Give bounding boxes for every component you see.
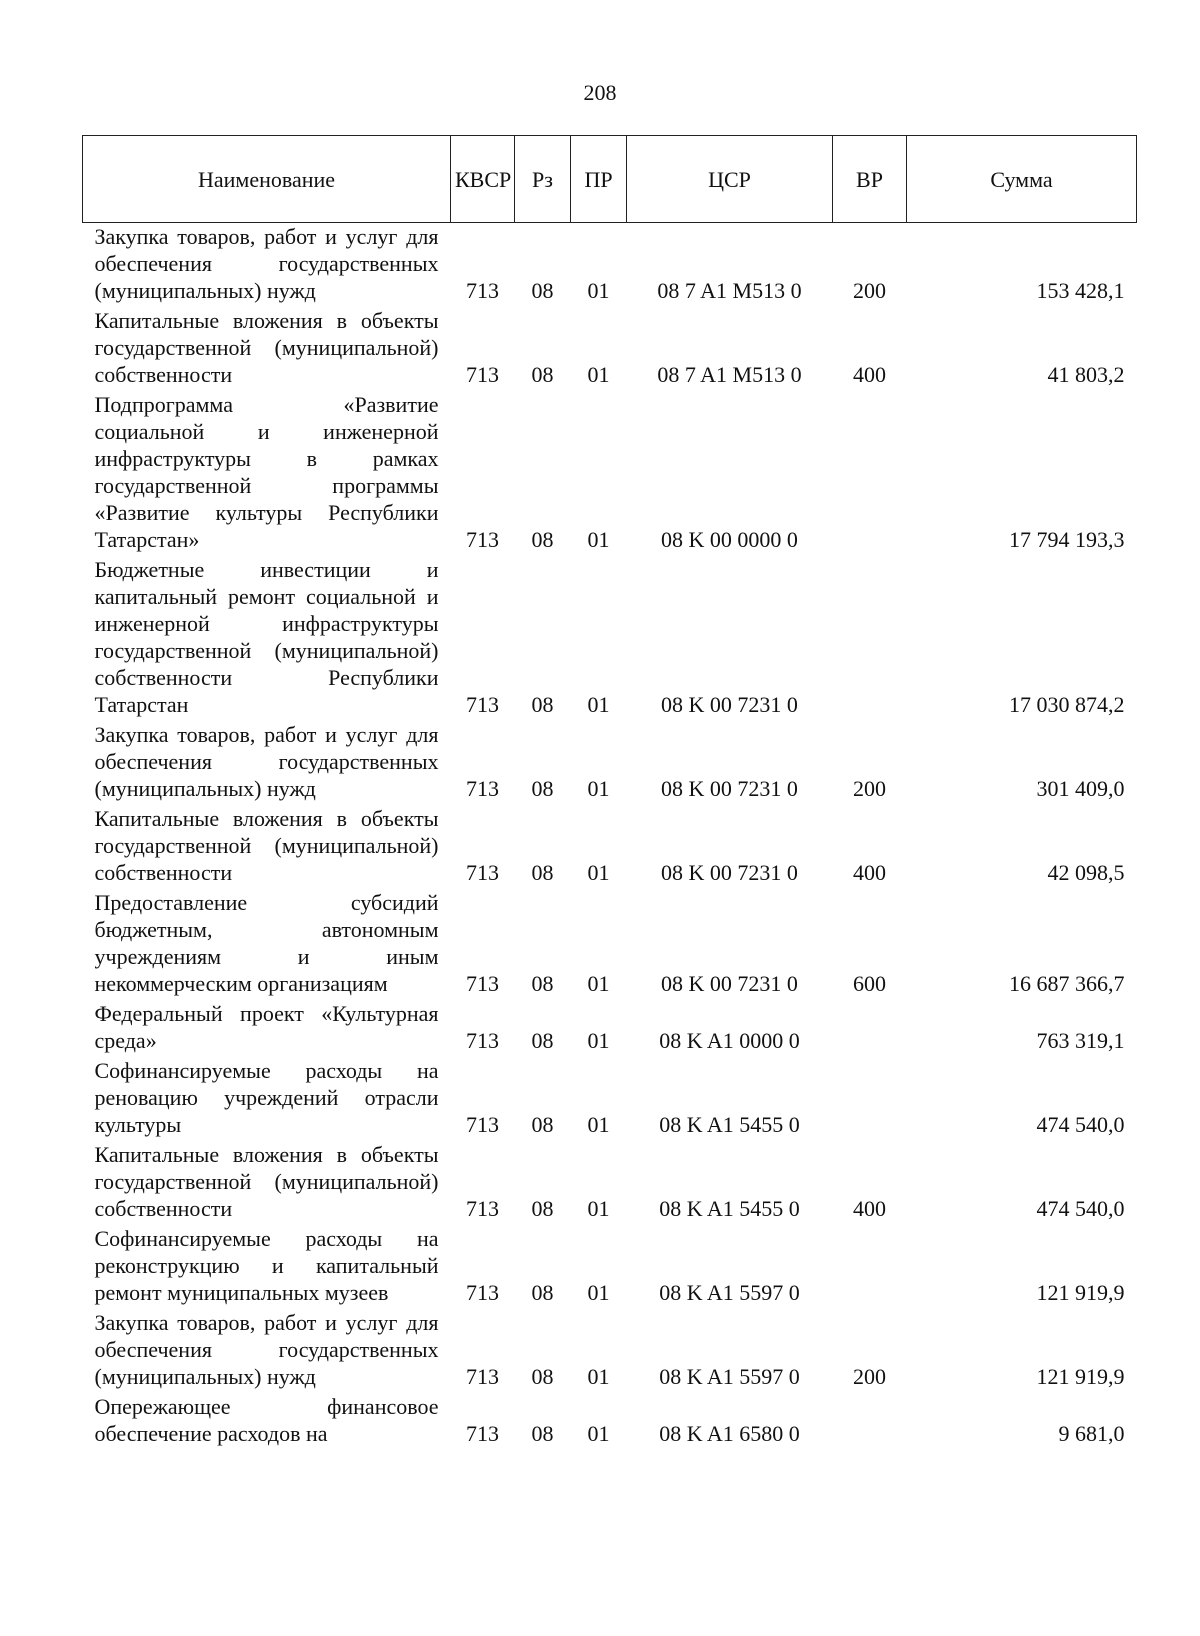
row-vr-cell xyxy=(833,1057,907,1141)
row-csr-cell: 08 7 A1 M513 0 xyxy=(657,278,802,303)
row-pr-cell: 01 xyxy=(587,1112,610,1137)
row-pr-cell: 01 xyxy=(587,692,610,717)
row-vr-cell: 200 xyxy=(853,1364,886,1389)
row-rz-cell: 08 xyxy=(531,1364,554,1389)
row-csr-cell: 08 K A1 5597 0 xyxy=(659,1364,800,1389)
table-row xyxy=(83,1309,1137,1393)
row-csr-cell: 08 K A1 0000 0 xyxy=(659,1028,800,1053)
row-sum-cell: 121 919,9 xyxy=(1036,1364,1125,1389)
row-pr-cell: 01 xyxy=(587,527,610,552)
row-vr-cell xyxy=(833,391,907,556)
row-name-cell: Капитальные вложения в объекты государственной (муниципальной) собственности xyxy=(94,806,439,885)
page-number: 208 xyxy=(583,80,617,105)
row-sum-cell: 16 687 366,7 xyxy=(1009,971,1125,996)
row-kvsr-cell: 713 xyxy=(466,971,499,996)
row-vr-cell xyxy=(833,556,907,721)
row-sum-cell: 474 540,0 xyxy=(1036,1196,1125,1221)
row-pr-cell: 01 xyxy=(587,1364,610,1389)
table-row xyxy=(83,1057,1137,1141)
row-rz-cell: 08 xyxy=(531,971,554,996)
row-rz-cell: 08 xyxy=(531,1112,554,1137)
table-row xyxy=(83,889,1137,1000)
row-sum-cell: 301 409,0 xyxy=(1036,776,1125,801)
row-pr-cell: 01 xyxy=(587,278,610,303)
table-row xyxy=(83,1393,1137,1450)
header-csr: ЦСР xyxy=(627,136,833,223)
table-row xyxy=(83,307,1137,391)
row-kvsr-cell: 713 xyxy=(466,1196,499,1221)
table-header-row xyxy=(83,136,1137,223)
header-kvsr: КВСР xyxy=(451,136,515,223)
row-name-cell: Подпрограмма «Развитие социальной и инженерной инфраструктуры в рамках государственной программы «Развитие культуры Республики Татарстан» xyxy=(94,392,439,552)
row-kvsr-cell: 713 xyxy=(466,776,499,801)
row-sum-cell: 41 803,2 xyxy=(1047,362,1125,387)
row-rz-cell: 08 xyxy=(531,860,554,885)
row-sum-cell: 121 919,9 xyxy=(1036,1280,1125,1305)
row-csr-cell: 08 K A1 5455 0 xyxy=(659,1112,800,1137)
table-row xyxy=(83,721,1137,805)
table-row xyxy=(83,1225,1137,1309)
table-row xyxy=(83,223,1137,308)
row-sum-cell: 9 681,0 xyxy=(1058,1421,1125,1446)
row-pr-cell: 01 xyxy=(587,362,610,387)
row-kvsr-cell: 713 xyxy=(466,1421,499,1446)
row-kvsr-cell: 713 xyxy=(466,1280,499,1305)
table-row xyxy=(83,391,1137,556)
row-name-cell: Предоставление субсидий бюджетным, автономным учреждениям и иным некоммерческим организациям xyxy=(94,890,439,996)
row-vr-cell xyxy=(833,1393,907,1450)
header-vr: ВР xyxy=(833,136,907,223)
row-pr-cell: 01 xyxy=(587,971,610,996)
row-pr-cell: 01 xyxy=(587,1421,610,1446)
row-csr-cell: 08 K 00 7231 0 xyxy=(661,971,798,996)
row-name-cell: Софинансируемые расходы на реновацию учреждений отрасли культуры xyxy=(94,1058,439,1137)
row-kvsr-cell: 713 xyxy=(466,860,499,885)
row-pr-cell: 01 xyxy=(587,1196,610,1221)
row-name-cell: Закупка товаров, работ и услуг для обеспечения государственных (муниципальных) нужд xyxy=(94,722,439,801)
row-rz-cell: 08 xyxy=(531,278,554,303)
row-pr-cell: 01 xyxy=(587,1028,610,1053)
row-name-cell: Закупка товаров, работ и услуг для обеспечения государственных (муниципальных) нужд xyxy=(94,224,439,303)
row-sum-cell: 763 319,1 xyxy=(1036,1028,1125,1053)
row-csr-cell: 08 K 00 0000 0 xyxy=(661,527,798,552)
row-vr-cell: 400 xyxy=(853,860,886,885)
row-kvsr-cell: 713 xyxy=(466,1028,499,1053)
table-row xyxy=(83,556,1137,721)
header-pr: ПР xyxy=(571,136,627,223)
budget-table xyxy=(82,135,1137,1450)
table-row xyxy=(83,1000,1137,1057)
row-vr-cell xyxy=(833,1225,907,1309)
row-sum-cell: 153 428,1 xyxy=(1036,278,1125,303)
row-vr-cell xyxy=(833,1000,907,1057)
row-rz-cell: 08 xyxy=(531,692,554,717)
row-pr-cell: 01 xyxy=(587,860,610,885)
row-kvsr-cell: 713 xyxy=(466,1364,499,1389)
table-row xyxy=(83,1141,1137,1225)
row-name-cell: Бюджетные инвестиции и капитальный ремонт социальной и инженерной инфраструктуры государственной (муниципальной) собственности Республики Татарстан xyxy=(94,557,439,717)
row-sum-cell: 474 540,0 xyxy=(1036,1112,1125,1137)
row-kvsr-cell: 713 xyxy=(466,362,499,387)
row-pr-cell: 01 xyxy=(587,776,610,801)
header-name: Наименование xyxy=(83,136,451,223)
header-rz: Рз xyxy=(515,136,571,223)
table-row xyxy=(83,805,1137,889)
row-name-cell: Федеральный проект «Культурная среда» xyxy=(94,1001,439,1053)
row-kvsr-cell: 713 xyxy=(466,692,499,717)
row-vr-cell: 600 xyxy=(853,971,886,996)
row-rz-cell: 08 xyxy=(531,362,554,387)
row-kvsr-cell: 713 xyxy=(466,1112,499,1137)
row-sum-cell: 42 098,5 xyxy=(1047,860,1125,885)
row-csr-cell: 08 K A1 5455 0 xyxy=(659,1196,800,1221)
row-name-cell: Софинансируемые расходы на реконструкцию и капитальный ремонт муниципальных музеев xyxy=(94,1226,439,1305)
row-name-cell: Закупка товаров, работ и услуг для обеспечения государственных (муниципальных) нужд xyxy=(94,1310,439,1389)
row-csr-cell: 08 K A1 6580 0 xyxy=(659,1421,800,1446)
header-sum: Сумма xyxy=(907,136,1137,223)
row-csr-cell: 08 K 00 7231 0 xyxy=(661,860,798,885)
row-rz-cell: 08 xyxy=(531,1196,554,1221)
row-rz-cell: 08 xyxy=(531,527,554,552)
row-csr-cell: 08 K 00 7231 0 xyxy=(661,776,798,801)
row-kvsr-cell: 713 xyxy=(466,527,499,552)
row-name-cell: Опережающее финансовое обеспечение расходов на xyxy=(94,1394,439,1446)
row-sum-cell: 17 030 874,2 xyxy=(1009,692,1125,717)
row-sum-cell: 17 794 193,3 xyxy=(1009,527,1125,552)
row-name-cell: Капитальные вложения в объекты государственной (муниципальной) собственности xyxy=(94,1142,439,1221)
row-csr-cell: 08 K A1 5597 0 xyxy=(659,1280,800,1305)
row-rz-cell: 08 xyxy=(531,776,554,801)
row-rz-cell: 08 xyxy=(531,1421,554,1446)
row-rz-cell: 08 xyxy=(531,1028,554,1053)
row-vr-cell: 200 xyxy=(853,776,886,801)
row-kvsr-cell: 713 xyxy=(466,278,499,303)
row-name-cell: Капитальные вложения в объекты государственной (муниципальной) собственности xyxy=(94,308,439,387)
row-vr-cell: 400 xyxy=(853,362,886,387)
row-pr-cell: 01 xyxy=(587,1280,610,1305)
row-rz-cell: 08 xyxy=(531,1280,554,1305)
row-vr-cell: 400 xyxy=(853,1196,886,1221)
row-csr-cell: 08 K 00 7231 0 xyxy=(661,692,798,717)
row-vr-cell: 200 xyxy=(853,278,886,303)
row-csr-cell: 08 7 A1 M513 0 xyxy=(657,362,802,387)
